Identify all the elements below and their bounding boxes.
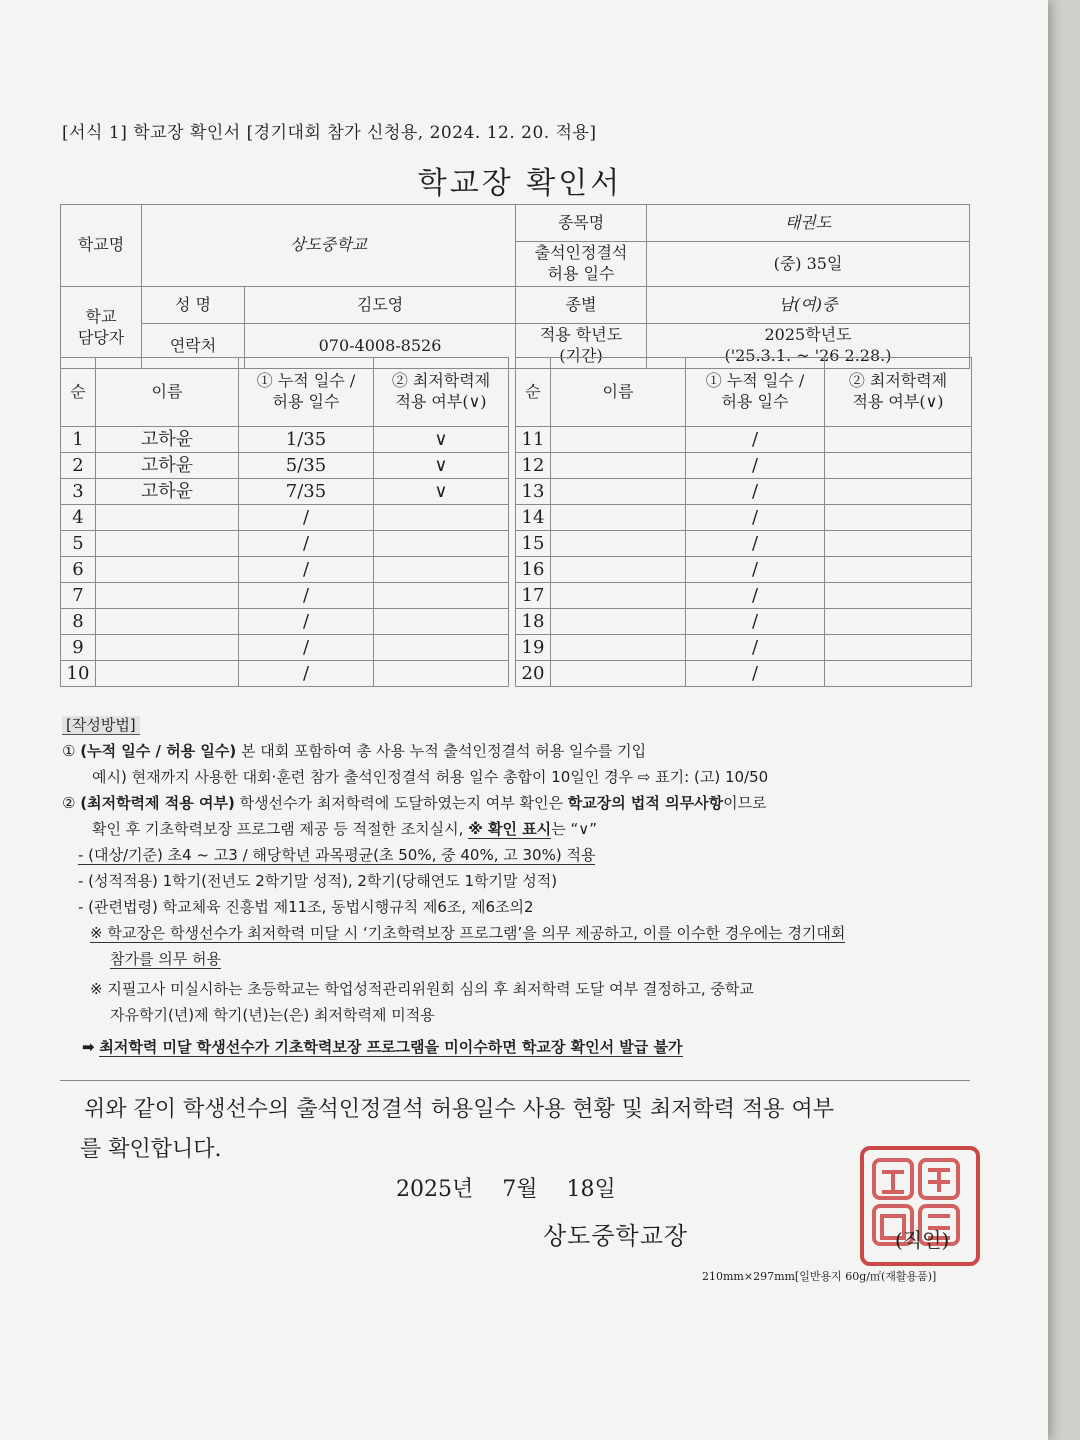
table-row <box>61 479 972 505</box>
table-row <box>61 609 972 635</box>
row-no: 17 <box>516 583 551 609</box>
row-no: 14 <box>516 505 551 531</box>
row-min <box>825 661 972 687</box>
info-table <box>60 204 970 369</box>
row-no: 1 <box>61 427 96 453</box>
row-name <box>551 479 686 505</box>
row-no: 16 <box>516 557 551 583</box>
row-name <box>551 505 686 531</box>
column-gap <box>509 531 516 557</box>
item2-line2-c: 는 “∨” <box>551 820 597 838</box>
item2-line2-b: ※ 확인 표시 <box>468 820 552 838</box>
row-name <box>96 505 239 531</box>
row-name <box>551 427 686 453</box>
row-days: / <box>686 557 825 583</box>
row-name <box>551 453 686 479</box>
item2-text-b: 이므로 <box>723 794 767 812</box>
instructions <box>62 712 992 1060</box>
row-no: 20 <box>516 661 551 687</box>
row-min <box>825 427 972 453</box>
row-days: / <box>239 583 374 609</box>
row-min <box>825 583 972 609</box>
row-name <box>96 609 239 635</box>
row-name <box>551 583 686 609</box>
issue-date: 2025년 7월 18일 <box>396 1177 616 1202</box>
note1-b: 참가를 의무 허용 <box>110 950 221 968</box>
row-days: 7/35 <box>239 479 374 505</box>
item2-bold: (최저학력제 적용 여부) <box>80 794 235 812</box>
item2-mark: ② <box>62 794 76 812</box>
row-name: 고하윤 <box>96 479 239 505</box>
row-days: / <box>686 479 825 505</box>
row-name <box>551 531 686 557</box>
item1-mark: ① <box>62 742 76 760</box>
document-title: 학교장 확인서 <box>417 166 623 201</box>
gender-label: 종별 <box>516 287 647 324</box>
row-min <box>825 505 972 531</box>
column-gap <box>509 427 516 453</box>
row-min <box>374 531 509 557</box>
row-name: 고하윤 <box>96 427 239 453</box>
allowed-days-value: (중) 35일 <box>647 242 970 287</box>
col-name-left: 이름 <box>96 358 239 427</box>
row-days: / <box>686 505 825 531</box>
row-no: 13 <box>516 479 551 505</box>
row-min <box>374 505 509 531</box>
manager-label: 학교 담당자 <box>61 287 142 369</box>
confirm-text <box>80 1090 984 1170</box>
table-row <box>61 427 972 453</box>
row-days: / <box>686 609 825 635</box>
row-days: / <box>686 453 825 479</box>
gender-value: 남(여)중 <box>647 287 970 324</box>
row-name <box>96 531 239 557</box>
col-no-right: 순 <box>516 358 551 427</box>
row-min <box>825 557 972 583</box>
row-min <box>374 635 509 661</box>
column-gap <box>509 609 516 635</box>
allowed-days-label: 출석인정결석 허용 일수 <box>516 242 647 287</box>
row-days: / <box>686 531 825 557</box>
student-rows <box>61 427 972 687</box>
row-name <box>551 557 686 583</box>
row-min: ∨ <box>374 453 509 479</box>
item2-text-a: 학생선수가 최저학력에 도달하였는지 여부 확인은 <box>234 794 568 812</box>
row-days: 5/35 <box>239 453 374 479</box>
row-min <box>825 453 972 479</box>
row-min <box>374 609 509 635</box>
year-label: 적용 학년도 (기간) <box>516 324 647 369</box>
column-gap <box>509 557 516 583</box>
item2-line2-a: 확인 후 기초학력보장 프로그램 제공 등 적절한 조치실시, <box>92 820 469 838</box>
row-days: / <box>239 635 374 661</box>
school-label: 학교명 <box>61 205 142 287</box>
column-gap <box>509 358 516 427</box>
row-no: 9 <box>61 635 96 661</box>
column-gap <box>509 453 516 479</box>
divider <box>60 1080 970 1081</box>
row-name <box>551 635 686 661</box>
item1-bold: (누적 일수 / 허용 일수) <box>80 742 237 760</box>
column-gap <box>509 635 516 661</box>
row-no: 5 <box>61 531 96 557</box>
col-min-left: ② 최저학력제 적용 여부(∨) <box>374 358 509 427</box>
row-days: / <box>239 661 374 687</box>
table-row <box>61 453 972 479</box>
row-no: 19 <box>516 635 551 661</box>
row-min <box>825 635 972 661</box>
confirm-line1: 위와 같이 학생선수의 출석인정결석 허용일수 사용 현황 및 최저학력 적용 여부 <box>84 1097 834 1122</box>
name-value: 김도영 <box>245 287 516 324</box>
paper-spec: 210mm×297mm[일반용지 60g/㎡(재활용품)] <box>702 1270 937 1283</box>
arrow-icon: ➡ <box>82 1038 95 1056</box>
table-row <box>61 531 972 557</box>
form-label: [서식 1] 학교장 확인서 [경기대회 참가 신청용, 2024. 12. 20. 적용] <box>62 123 597 143</box>
note2-a: ※ 지필고사 미실시하는 초등학교는 학업성적관리위원회 심의 후 최저학력 도달 여부 결정하고, 중학교 <box>90 980 754 998</box>
row-min <box>374 583 509 609</box>
row-min <box>374 557 509 583</box>
row-name <box>96 557 239 583</box>
row-no: 10 <box>61 661 96 687</box>
row-no: 3 <box>61 479 96 505</box>
row-name <box>96 635 239 661</box>
row-days: / <box>239 531 374 557</box>
column-gap <box>509 661 516 687</box>
row-min: ∨ <box>374 479 509 505</box>
event-label: 종목명 <box>516 205 647 242</box>
row-days: / <box>686 583 825 609</box>
col-no-left: 순 <box>61 358 96 427</box>
contact-label: 연락처 <box>142 324 245 369</box>
note2-b: 자유학기(년)제 학기(년)는(은) 최저학력제 미적용 <box>110 1006 435 1024</box>
item1-text: 본 대회 포함하여 총 사용 누적 출석인정결석 허용 일수를 기입 <box>236 742 647 760</box>
warning-text: 최저학력 미달 학생선수가 기초학력보장 프로그램을 미이수하면 학교장 확인서 발급 불가 <box>99 1038 683 1056</box>
row-min <box>825 479 972 505</box>
note1-a: ※ 학교장은 학생선수가 최저학력 미달 시 ‘기초학력보장 프로그램’을 의무 제공하고, 이를 이수한 경우에는 경기대회 <box>90 924 846 942</box>
row-days: / <box>239 505 374 531</box>
row-days: / <box>686 635 825 661</box>
row-no: 18 <box>516 609 551 635</box>
contact-value: 070-4008-8526 <box>245 324 516 369</box>
student-table <box>60 357 972 687</box>
event-value: 태권도 <box>647 205 970 242</box>
column-gap <box>509 479 516 505</box>
table-row <box>61 505 972 531</box>
row-days: 1/35 <box>239 427 374 453</box>
row-days: / <box>239 609 374 635</box>
row-name <box>96 583 239 609</box>
col-name-right: 이름 <box>551 358 686 427</box>
year-value: 2025학년도 <box>764 325 852 345</box>
item1-example: 예시) 현재까지 사용한 대회·훈련 참가 출석인정결석 허용 일수 총합이 10일인 경우 ⇨ 표기: (고) 10/50 <box>92 768 769 786</box>
row-no: 8 <box>61 609 96 635</box>
row-min <box>374 661 509 687</box>
confirm-line2: 를 확인합니다. <box>80 1137 222 1162</box>
row-days: / <box>686 427 825 453</box>
table-row <box>61 635 972 661</box>
name-label: 성 명 <box>142 287 245 324</box>
row-name <box>96 661 239 687</box>
sub-law: - (관련법령) 학교체육 진흥법 제11조, 동법시행규칙 제6조, 제6조의2 <box>78 898 534 916</box>
signer-name: 상도중학교장 <box>543 1222 689 1250</box>
row-no: 2 <box>61 453 96 479</box>
row-name <box>551 609 686 635</box>
item2-bold2: 학교장의 법적 의무사항 <box>567 794 724 812</box>
year-period: ('25.3.1. ~ '26 2.28.) <box>724 346 892 365</box>
table-row <box>61 661 972 687</box>
sub-target: - (대상/기준) 초4 ~ 고3 / 해당학년 과목평균(초 50%, 중 40%, 고 30%) 적용 <box>78 846 596 864</box>
row-min: ∨ <box>374 427 509 453</box>
column-gap <box>509 505 516 531</box>
row-days: / <box>239 557 374 583</box>
row-no: 15 <box>516 531 551 557</box>
row-no: 12 <box>516 453 551 479</box>
col-min-right: ② 최저학력제 적용 여부(∨) <box>825 358 972 427</box>
row-name <box>551 661 686 687</box>
row-min <box>825 531 972 557</box>
table-row <box>61 557 972 583</box>
col-days-left: ① 누적 일수 / 허용 일수 <box>239 358 374 427</box>
row-days: / <box>686 661 825 687</box>
sub-grades: - (성적적용) 1학기(전년도 2학기말 성적), 2학기(당해연도 1학기말 성적) <box>78 872 558 890</box>
seal-label: (직인) <box>895 1228 950 1252</box>
instructions-heading: [작성방법] <box>62 716 140 735</box>
school-name: 상도중학교 <box>142 205 516 287</box>
row-no: 4 <box>61 505 96 531</box>
row-no: 7 <box>61 583 96 609</box>
row-no: 11 <box>516 427 551 453</box>
row-no: 6 <box>61 557 96 583</box>
row-name: 고하윤 <box>96 453 239 479</box>
column-gap <box>509 583 516 609</box>
row-min <box>825 609 972 635</box>
col-days-right: ① 누적 일수 / 허용 일수 <box>686 358 825 427</box>
table-row <box>61 583 972 609</box>
